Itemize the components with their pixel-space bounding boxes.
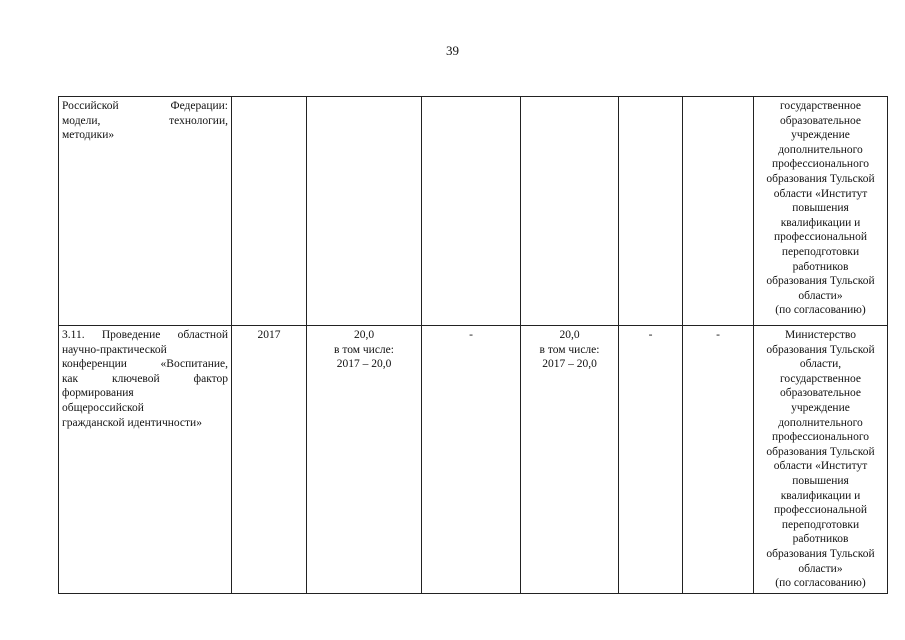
- total-cell: [307, 97, 422, 326]
- total-line: 20,0: [353, 329, 375, 341]
- executor-cell: [754, 97, 888, 326]
- task-line: методики»: [62, 129, 115, 142]
- executor-line: государственное: [779, 372, 862, 385]
- municipal-cell: [619, 97, 683, 326]
- total-line: 2017 – 20,0: [336, 358, 392, 371]
- executor-line: образования Тульской: [766, 445, 875, 458]
- task-line: модели, технологии,: [62, 114, 228, 127]
- total-cell: [307, 326, 422, 594]
- executor-line: области»: [798, 289, 843, 302]
- task-line: Российской Федерации:: [62, 100, 228, 112]
- table-row: [59, 97, 888, 326]
- year-cell: [232, 97, 307, 326]
- executor-line: профессионального: [771, 158, 870, 171]
- year-cell: [232, 326, 307, 594]
- task-line: формирования: [62, 387, 134, 400]
- task-line: гражданской идентичности»: [62, 416, 202, 429]
- federal-cell: [422, 97, 521, 326]
- regional-cell: [521, 97, 619, 326]
- executor-line: области»: [798, 562, 843, 575]
- executor-line: дополнительного: [778, 416, 863, 429]
- executor-line: области «Институт: [773, 460, 868, 473]
- executor-line: профессиональной: [773, 231, 867, 244]
- executor-line: области «Институт: [773, 187, 868, 200]
- executor-line: повышения: [792, 202, 849, 215]
- program-table: [58, 96, 888, 594]
- municipal-value: -: [648, 329, 653, 341]
- task-cell: [59, 97, 232, 326]
- executor-line: квалификации и: [780, 216, 861, 229]
- executor-line: государственное: [779, 100, 862, 112]
- executor-line: Министерство: [785, 329, 856, 341]
- executor-line: повышения: [792, 474, 849, 487]
- executor-line: переподготовки: [781, 518, 860, 531]
- executor-line: учреждение: [791, 129, 850, 142]
- federal-cell: [422, 326, 521, 594]
- executor-line: работников: [792, 533, 849, 546]
- executor-line: образования Тульской: [766, 172, 875, 185]
- federal-value: -: [469, 329, 473, 341]
- executor-line: образования Тульской: [766, 547, 875, 560]
- executor-line: образования Тульской: [766, 275, 875, 288]
- task-line: конференции «Воспитание,: [62, 358, 228, 371]
- executor-line: (по согласованию): [775, 577, 866, 590]
- executor-line: переподготовки: [781, 245, 860, 258]
- table-row: [59, 326, 888, 594]
- task-cell: [59, 326, 232, 594]
- other-cell: [683, 326, 754, 594]
- regional-cell: [521, 326, 619, 594]
- regional-line: 2017 – 20,0: [542, 358, 597, 371]
- executor-line: квалификации и: [780, 489, 861, 502]
- year-value: 2017: [257, 329, 281, 341]
- executor-line: дополнительного: [778, 143, 863, 156]
- executor-line: (по согласованию): [775, 304, 866, 317]
- executor-line: профессиональной: [773, 504, 867, 517]
- task-line: научно-практической: [62, 343, 167, 356]
- municipal-cell: [619, 326, 683, 594]
- regional-line: в том числе:: [539, 343, 600, 356]
- executor-cell: [754, 326, 888, 594]
- executor-line: профессионального: [771, 431, 870, 444]
- other-cell: [683, 97, 754, 326]
- executor-line: области,: [799, 358, 842, 371]
- regional-line: 20,0: [559, 329, 580, 341]
- executor-line: образовательное: [779, 387, 862, 400]
- executor-line: образовательное: [779, 114, 862, 127]
- task-line: 3.11. Проведение областной: [62, 329, 228, 341]
- task-line: как ключевой фактор: [62, 372, 228, 385]
- page-number: 39: [446, 43, 459, 58]
- executor-line: образования Тульской: [766, 343, 875, 356]
- executor-line: учреждение: [791, 401, 850, 414]
- other-value: -: [716, 329, 720, 341]
- executor-line: работников: [792, 260, 849, 273]
- total-line: в том числе:: [334, 343, 394, 356]
- task-line: общероссийской: [62, 401, 144, 414]
